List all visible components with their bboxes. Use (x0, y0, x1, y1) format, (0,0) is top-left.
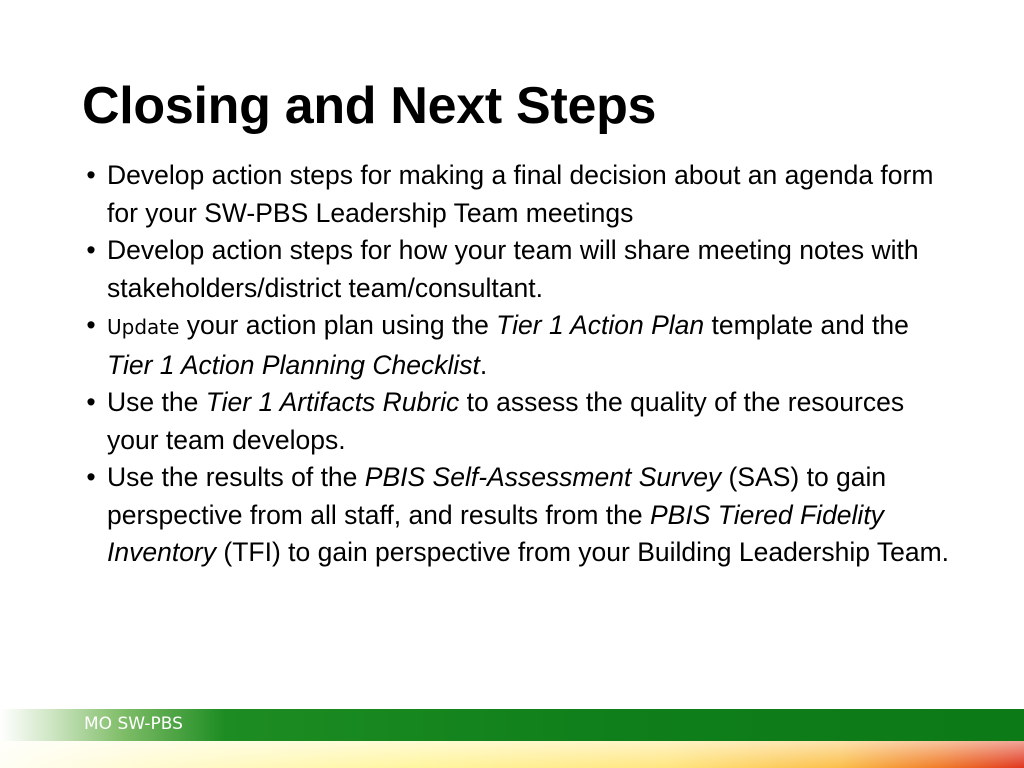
bullet-item (80, 459, 960, 572)
bullet-text: Develop action steps for how your team will share meeting notes with stakeholders/district team/consultant. (107, 235, 919, 303)
bullet-glyph: • (86, 160, 96, 190)
bullet-text: your action plan using the (179, 310, 497, 340)
bullet-italic-text: PBIS Tiered Fidelity Inventory (107, 499, 884, 567)
footer-stripe-highlight (0, 741, 1024, 768)
bullet-text: Update (107, 315, 180, 339)
bullet-text: Use the (107, 387, 206, 417)
bullet-italic-text: Tier 1 Action Planning Checklist (107, 349, 480, 380)
bullet-italic-text: PBIS Self-Assessment Survey (364, 462, 722, 492)
bullet-text: template and the (704, 310, 909, 340)
bullet-glyph: • (86, 387, 96, 417)
bullet-text: (SAS) to gain perspective from all staff, and results from the (107, 462, 887, 530)
bullet-glyph: • (86, 235, 96, 265)
bullet-item (80, 232, 960, 307)
bullet-text: Develop action steps for making a final decision about an agenda form for your SW-PBS Leadership Team meetings (107, 160, 934, 228)
bullet-glyph: • (86, 462, 96, 492)
bullet-item (80, 307, 960, 384)
bullet-item (80, 384, 960, 459)
bullet-text: . (479, 349, 488, 380)
bullet-glyph: • (86, 310, 96, 340)
bullet-list (80, 157, 960, 572)
bullet-italic-text: Tier 1 Artifacts Rubric (205, 387, 460, 417)
bullet-text: to assess the quality of the resources your team develops. (107, 387, 905, 455)
slide-title: Closing and Next Steps (82, 77, 657, 135)
bullet-item (80, 157, 960, 232)
bullet-italic-text: Tier 1 Action Plan (496, 310, 705, 340)
bullet-text: (TFI) to gain perspective from your Building Leadership Team. (216, 537, 950, 567)
footer-label: MO SW-PBS (84, 714, 183, 734)
bullet-text: Use the results of the (107, 462, 365, 492)
